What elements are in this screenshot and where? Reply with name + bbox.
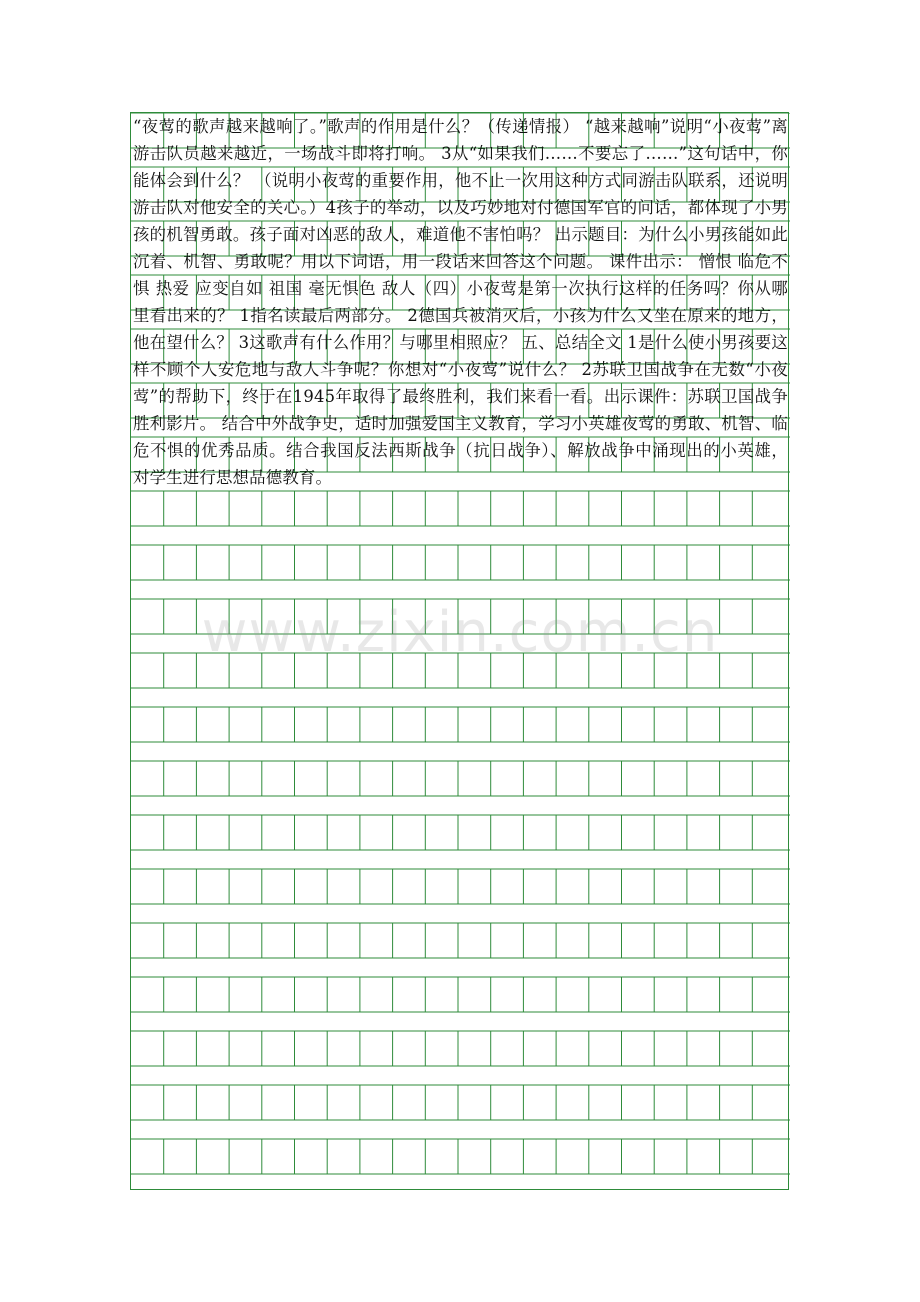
lesson-plan-text: “夜莺的歌声越来越响了。”歌声的作用是什么？（传递情报） “越来越响”说明“小夜莺”离游击队员越来越近，一场战斗即将打响。 3从“如果我们……不要忘了……”这句话中，你能体会到什么？ （说明小夜莺的重要作用，他不止一次用这种方式同游击队联系，还说明游击队对他安全的关心。）4孩子的举动，以及巧妙地对付德国军官的问话，都体现了小男孩的机智勇敢。孩子面对凶恶的敌人，难道他不害怕吗？ 出示题目：为什么小男孩能如此沉着、机智、勇敢呢？用以下词语，用一段话来回答这个问题。 课件出示： 憎恨 临危不惧 热爱 应变自如 祖国 毫无惧色 敌人（四）小夜莺是第一次执行这样的任务吗？你从哪里看出来的？ 1指名读最后两部分。 2德国兵被消灭后，小孩为什么又坐在原来的地方，他在望什么？ 3这歌声有什么作用？与哪里相照应？ 五、总结全文 1是什么使小男孩要这样不顾个人安危地与敌人斗争呢？你想对“小夜莺”说什么？ 2苏联卫国战争在无数“小夜莺”的帮助下，终于在1945年取得了最终胜利，我们来看一看。出示课件：苏联卫国战争胜利影片。 结合中外战争史，适时加强爱国主义教育，学习小英雄夜莺的勇敢、机智、临危不惧的优秀品质。结合我国反法西斯战争（抗日战争）、解放战争中涌现出的小英雄，对学生进行思想品德教育。 [133, 117, 788, 487]
site-watermark: www.zixin.com.cn [201, 600, 719, 665]
manuscript-grid-paper [130, 112, 789, 1190]
